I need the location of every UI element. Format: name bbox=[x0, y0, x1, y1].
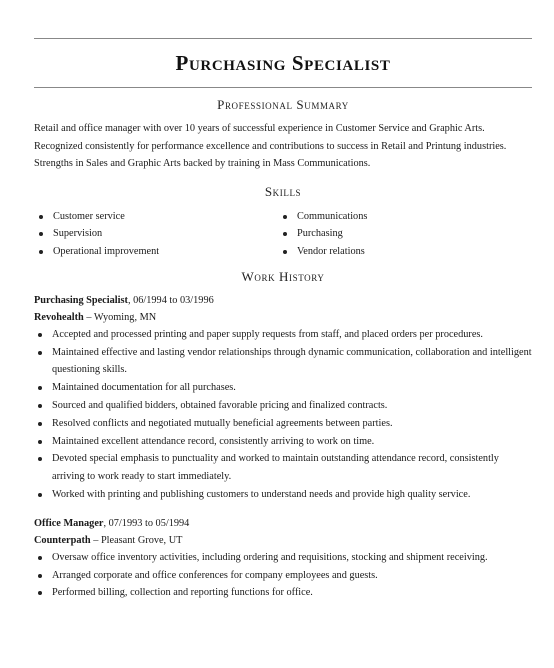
job-bullet: Resolved conflicts and negotiated mutually beneficial agreements between parties. bbox=[37, 415, 532, 433]
skill-item: Purchasing bbox=[282, 225, 367, 243]
skills-heading: Skills bbox=[264, 183, 302, 199]
skills-column-right bbox=[282, 208, 367, 261]
job-location: – Pleasant Grove, UT bbox=[90, 534, 183, 546]
job-entry bbox=[34, 292, 532, 504]
job-bullet: Maintained excellent attendance record, consistently arriving to work on time. bbox=[37, 433, 532, 451]
skills-list bbox=[34, 208, 532, 261]
job-employer-line bbox=[34, 309, 532, 326]
job-bullet: Maintained effective and lasting vendor relationships through dynamic communication, collaboration and intelligent questioning skills. bbox=[37, 344, 532, 380]
job-title: Office Manager bbox=[34, 517, 104, 529]
job-entry bbox=[34, 515, 532, 602]
job-employer-line bbox=[34, 532, 532, 549]
skill-item: Communications bbox=[282, 208, 367, 226]
skill-item: Vendor relations bbox=[282, 243, 367, 261]
job-bullet: Accepted and processed printing and paper supply requests from staff, and placed orders per procedures. bbox=[37, 326, 532, 344]
skills-column-left bbox=[38, 208, 282, 261]
skill-item: Operational improvement bbox=[38, 243, 282, 261]
job-title-line bbox=[34, 515, 532, 532]
summary-text: Retail and office manager with over 10 years of successful experience in Customer Service and Graphic Arts. Recognized consistently for performance excellence and contributions to success in Retail and Printung industries. Strengths in Sales and Graphic Arts backed by training in Mass Communications. bbox=[34, 123, 507, 169]
job-bullet: Maintained documentation for all purchases. bbox=[37, 379, 532, 397]
skill-item: Customer service bbox=[38, 208, 282, 226]
job-title-line bbox=[34, 292, 532, 309]
summary-heading: Professional Summary bbox=[217, 97, 349, 112]
resume-title: Purchasing Specialist bbox=[175, 50, 391, 75]
job-bullets bbox=[34, 326, 532, 504]
job-location: – Wyoming, MN bbox=[83, 311, 157, 323]
job-bullet: Performed billing, collection and reporting functions for office. bbox=[37, 584, 532, 602]
title-bar bbox=[34, 38, 532, 88]
job-bullet: Arranged corporate and office conferences for company employees and guests. bbox=[37, 567, 532, 585]
job-bullet: Oversaw office inventory activities, including ordering and requisitions, stocking and shipment receiving. bbox=[37, 549, 532, 567]
job-employer: Revohealth bbox=[34, 311, 84, 323]
job-dates: , 07/1993 to 05/1994 bbox=[103, 517, 190, 529]
resume-page bbox=[0, 38, 554, 668]
work-history-heading: Work History bbox=[241, 268, 325, 284]
job-bullet: Sourced and qualified bidders, obtained favorable pricing and finalized contracts. bbox=[37, 397, 532, 415]
job-employer: Counterpath bbox=[34, 534, 91, 546]
job-bullets bbox=[34, 549, 532, 602]
job-bullet: Worked with printing and publishing customers to understand needs and provide high quality service. bbox=[37, 486, 532, 504]
skill-item: Supervision bbox=[38, 225, 282, 243]
job-title: Purchasing Specialist bbox=[34, 294, 128, 306]
job-bullet: Devoted special emphasis to punctuality and worked to maintain outstanding attendance record, consistently arriving to work ready to start immediately. bbox=[37, 450, 532, 486]
job-dates: , 06/1994 to 03/1996 bbox=[127, 294, 214, 306]
